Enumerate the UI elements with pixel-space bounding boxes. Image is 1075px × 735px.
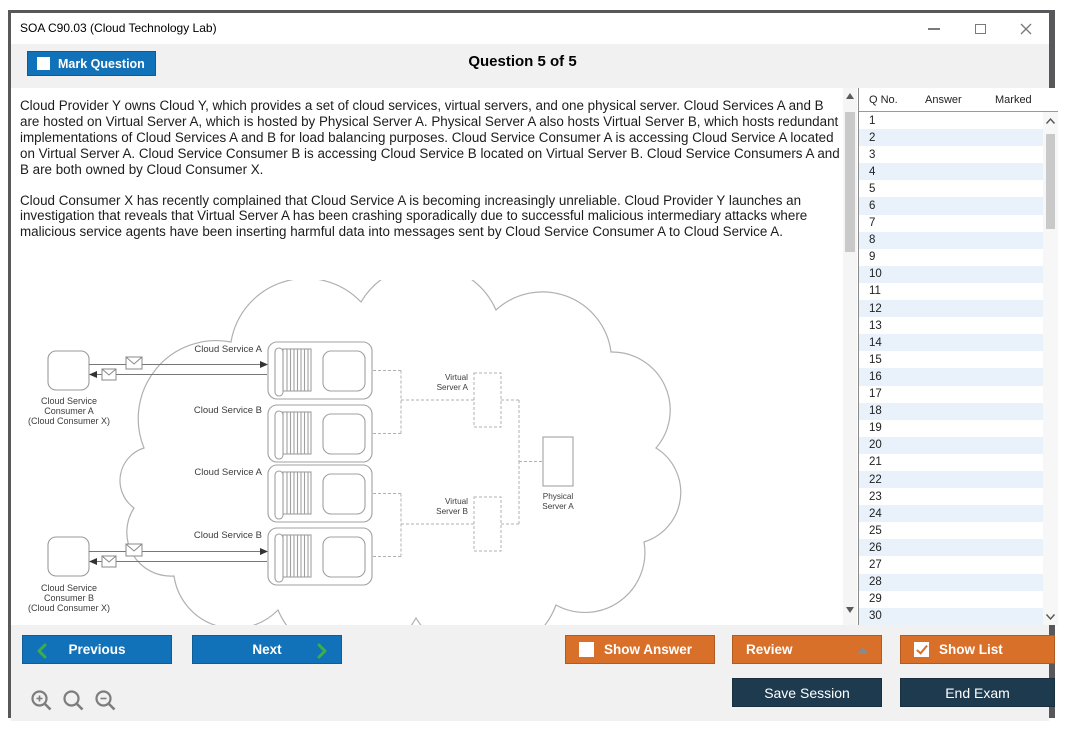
physical-server-a-label xyxy=(542,492,574,511)
service-label-2: Cloud Service B xyxy=(193,405,262,416)
list-scroll-down-icon[interactable] xyxy=(1043,609,1058,624)
review-label: Review xyxy=(746,642,793,657)
svg-text:(Cloud Consumer X): (Cloud Consumer X) xyxy=(27,603,111,613)
title-bar xyxy=(11,13,1049,44)
close-icon xyxy=(1020,23,1032,35)
list-row[interactable] xyxy=(859,591,1043,608)
cloud-service-box-4 xyxy=(268,528,372,585)
end-exam-label: End Exam xyxy=(945,684,1010,701)
consumer-b-box xyxy=(48,537,89,576)
maximize-button[interactable] xyxy=(957,13,1003,44)
list-row[interactable] xyxy=(859,386,1043,403)
zoom-toolbar xyxy=(29,688,117,712)
svg-text:Cloud Service: Cloud Service xyxy=(40,583,98,593)
maximize-icon xyxy=(975,24,986,34)
question-counter: Question 5 of 5 xyxy=(468,53,577,70)
list-row[interactable] xyxy=(859,574,1043,591)
q-no-cell: 2 xyxy=(869,131,876,144)
question-paragraph-1: Cloud Provider Y owns Cloud Y, which provides a set of cloud services, virtual servers, and one physical server. Cloud Services A and B are hosted on Virtual Server A, which is hosted by Physical Server A. Physical Server A also hosts Virtual Server B, which hosts redundant implementations of Cloud Services A and B for load balancing purposes. Cloud Service Consumer A is accessing Cloud Service A located on Virtual Server A. Cloud Service Consumer B is accessing Cloud Service B located on Virtual Server B. Cloud Service Consumers A and B are both owned by Cloud Consumer X. xyxy=(20,98,840,177)
q-no-cell: 28 xyxy=(869,576,882,589)
service-label-3: Cloud Service A xyxy=(194,467,262,478)
zoom-in-button[interactable] xyxy=(29,688,53,712)
header-strip xyxy=(11,44,1049,88)
physical-server-a-box xyxy=(543,437,573,486)
q-no-cell: 24 xyxy=(869,507,882,520)
close-button[interactable] xyxy=(1003,13,1049,44)
q-no-cell: 21 xyxy=(869,456,882,469)
next-label: Next xyxy=(252,642,282,657)
zoom-in-icon xyxy=(30,689,53,712)
list-row[interactable] xyxy=(859,249,1043,266)
question-paragraph-2: Cloud Consumer X has recently complained that Cloud Service A is becoming increasingly unreliable. Cloud Provider Y launches an investigation that reveals that Virtual Server A has been crashing sporadically due to successful malicious intermediary attacks where malicious service agents have been inserting harmful data into messages sent by Cloud Service Consumer A to Cloud Service A. xyxy=(20,192,808,240)
svg-text:Server A: Server A xyxy=(436,383,468,392)
svg-text:Virtual: Virtual xyxy=(444,497,468,506)
list-row[interactable] xyxy=(859,112,1043,129)
list-row[interactable] xyxy=(859,488,1043,505)
list-row[interactable] xyxy=(859,197,1043,214)
exam-window xyxy=(8,10,1055,718)
cloud-service-box-1 xyxy=(268,342,372,399)
q-no-cell: 5 xyxy=(869,182,876,195)
window-controls xyxy=(911,13,1049,44)
previous-label: Previous xyxy=(68,642,126,657)
list-row[interactable] xyxy=(859,232,1043,249)
question-diagram xyxy=(16,280,846,625)
arrowhead xyxy=(89,558,97,565)
footer-bar xyxy=(11,625,1049,721)
cloud-service-box-3 xyxy=(268,465,372,522)
triangle-up-icon xyxy=(857,647,869,654)
svg-text:Consumer B: Consumer B xyxy=(43,593,95,603)
q-no-cell: 17 xyxy=(869,388,882,401)
review-button[interactable] xyxy=(732,635,882,664)
show-list-button[interactable] xyxy=(900,635,1055,664)
list-row[interactable] xyxy=(859,539,1043,556)
list-row[interactable] xyxy=(859,283,1043,300)
q-no-cell: 25 xyxy=(869,524,882,537)
q-no-cell: 29 xyxy=(869,593,882,606)
zoom-out-icon xyxy=(94,689,117,712)
q-no-cell: 13 xyxy=(869,319,882,332)
list-scroll-up-icon[interactable] xyxy=(1043,113,1058,128)
q-no-cell: 8 xyxy=(869,234,876,247)
question-list-rows xyxy=(859,112,1043,625)
list-row[interactable] xyxy=(859,368,1043,385)
save-session-label: Save Session xyxy=(764,684,850,701)
col-header-qno: Q No. xyxy=(869,94,898,106)
q-no-cell: 26 xyxy=(869,541,882,554)
q-no-cell: 4 xyxy=(869,165,876,178)
list-row[interactable] xyxy=(859,266,1043,283)
previous-button[interactable] xyxy=(22,635,172,664)
q-no-cell: 15 xyxy=(869,353,882,366)
list-row[interactable] xyxy=(859,334,1043,351)
q-no-cell: 27 xyxy=(869,558,882,571)
list-row[interactable] xyxy=(859,556,1043,573)
list-row[interactable] xyxy=(859,420,1043,437)
cloud-service-box-2 xyxy=(268,405,372,462)
svg-text:Cloud Service: Cloud Service xyxy=(40,396,98,406)
list-row[interactable] xyxy=(859,215,1043,232)
q-no-cell: 16 xyxy=(869,370,882,383)
content-scrollbar[interactable] xyxy=(843,88,857,625)
minimize-button[interactable] xyxy=(911,13,957,44)
scroll-up-icon[interactable] xyxy=(846,93,854,99)
svg-text:Server B: Server B xyxy=(436,507,468,516)
col-header-answer: Answer xyxy=(925,94,962,106)
consumer-a-label xyxy=(28,396,110,426)
minimize-icon xyxy=(928,28,940,30)
content-scrollbar-thumb[interactable] xyxy=(845,112,855,252)
list-row[interactable] xyxy=(859,300,1043,317)
q-no-cell: 19 xyxy=(869,422,882,435)
message-envelope xyxy=(102,544,142,567)
q-no-cell: 6 xyxy=(869,200,876,213)
q-no-cell: 11 xyxy=(869,285,881,298)
list-row[interactable] xyxy=(859,437,1043,454)
q-no-cell: 30 xyxy=(869,610,882,623)
list-row[interactable] xyxy=(859,522,1043,539)
q-no-cell: 12 xyxy=(869,302,882,315)
show-answer-label: Show Answer xyxy=(604,642,693,657)
zoom-reset-button[interactable] xyxy=(61,688,85,712)
q-no-cell: 23 xyxy=(869,490,882,503)
window-title: SOA C90.03 (Cloud Technology Lab) xyxy=(20,21,217,35)
message-envelope xyxy=(102,357,142,380)
show-answer-checkbox xyxy=(579,642,594,657)
question-content xyxy=(11,88,858,625)
list-row[interactable] xyxy=(859,505,1043,522)
list-row[interactable] xyxy=(859,608,1043,625)
svg-text:Physical: Physical xyxy=(542,492,574,501)
svg-text:Virtual: Virtual xyxy=(444,373,468,382)
q-no-cell: 7 xyxy=(869,217,876,230)
q-no-cell: 9 xyxy=(869,251,876,264)
save-session-button[interactable] xyxy=(732,678,882,707)
q-no-cell: 14 xyxy=(869,336,882,349)
list-row[interactable] xyxy=(859,454,1043,471)
scroll-down-icon[interactable] xyxy=(846,607,854,613)
service-label-1: Cloud Service A xyxy=(194,344,262,355)
list-scrollbar[interactable] xyxy=(1043,112,1058,625)
magnifier-icon xyxy=(62,689,85,712)
list-scrollbar-thumb[interactable] xyxy=(1046,134,1055,229)
q-no-cell: 3 xyxy=(869,148,876,161)
list-row[interactable] xyxy=(859,471,1043,488)
list-row[interactable] xyxy=(859,351,1043,368)
q-no-cell: 20 xyxy=(869,439,882,452)
list-row[interactable] xyxy=(859,180,1043,197)
end-exam-button[interactable] xyxy=(900,678,1055,707)
col-header-marked: Marked xyxy=(995,94,1032,106)
next-button[interactable] xyxy=(192,635,342,664)
cloud-outline xyxy=(120,280,681,625)
show-answer-button[interactable] xyxy=(565,635,715,664)
svg-text:Consumer A: Consumer A xyxy=(44,406,94,416)
list-row[interactable] xyxy=(859,146,1043,163)
arrowhead xyxy=(89,371,97,378)
list-row[interactable] xyxy=(859,317,1043,334)
list-row[interactable] xyxy=(859,163,1043,180)
list-row[interactable] xyxy=(859,129,1043,146)
mark-question-label: Mark Question xyxy=(58,56,145,71)
service-label-4: Cloud Service B xyxy=(193,530,262,541)
zoom-out-button[interactable] xyxy=(93,688,117,712)
svg-text:Server A: Server A xyxy=(542,502,574,511)
svg-text:(Cloud Consumer X): (Cloud Consumer X) xyxy=(27,416,111,426)
q-no-cell: 18 xyxy=(869,405,882,418)
list-row[interactable] xyxy=(859,403,1043,420)
chevron-left-icon xyxy=(37,643,47,659)
show-list-label: Show List xyxy=(939,642,1003,657)
show-list-checkbox xyxy=(914,642,929,657)
question-list-panel xyxy=(858,88,1058,625)
chevron-right-icon xyxy=(317,643,327,659)
q-no-cell: 10 xyxy=(869,268,882,281)
question-list-header xyxy=(859,88,1058,112)
q-no-cell: 1 xyxy=(869,114,876,127)
consumer-b-label xyxy=(28,583,110,613)
q-no-cell: 22 xyxy=(869,473,882,486)
consumer-a-box xyxy=(48,351,89,390)
